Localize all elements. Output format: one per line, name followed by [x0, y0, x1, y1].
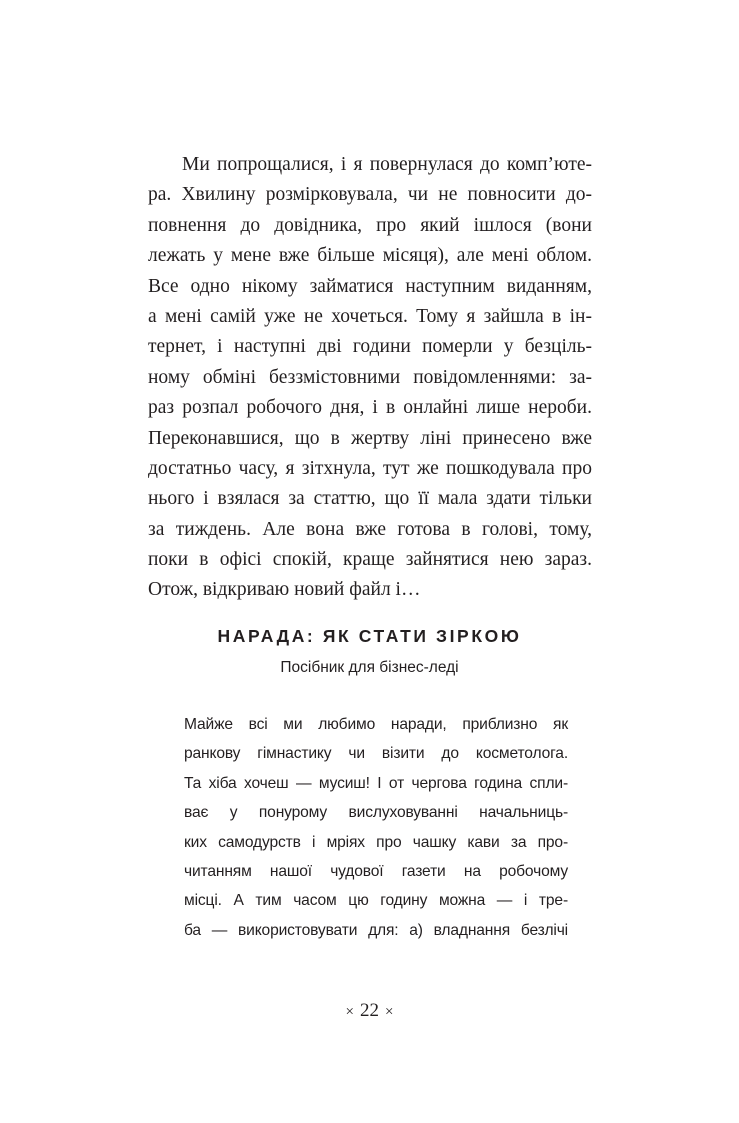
body-line: достатньо часу, я зітхнула, тут же пошкодувала про	[148, 457, 592, 479]
page-number	[0, 1000, 739, 1022]
body-line: ному обміні беззмістовними повідомленнями: за-	[148, 366, 592, 388]
body-line: Все одно нікому займатися наступним виданням,	[148, 275, 592, 297]
article-title: НАРАДА: ЯК СТАТИ ЗІРКОЮ	[217, 626, 522, 646]
article-line: ває у понурому вислуховуванні начальниць-	[184, 804, 568, 822]
article-line: Майже всі ми любимо наради, приблизно як	[184, 716, 568, 733]
article-line: ких самодурств і мріях про чашку кави за про-	[184, 833, 568, 851]
body-line: за тиждень. Але вона вже готова в голові, тому,	[148, 518, 592, 540]
ornament-right: ×	[385, 1004, 394, 1020]
article-line: місці. А тим часом цю годину можна — і тре-	[184, 892, 568, 910]
body-line: ра. Хвилину розмірковувала, чи не повносити до-	[148, 184, 592, 206]
body-line: Переконавшися, що в жертву ліні принесено вже	[148, 427, 592, 449]
body-line: нього і взялася за статтю, що її мала здати тільки	[148, 488, 592, 510]
body-line: поки в офісі спокій, краще зайнятися нею зараз.	[148, 549, 592, 571]
article-line: ба — використовувати для: а) владнання безлічі	[184, 921, 568, 939]
article-line: ранкову гімнастику чи візити до косметолога.	[184, 745, 568, 763]
ornament-left: ×	[345, 1004, 354, 1020]
article-line: Та хіба хочеш — мусиш! І от чергова година спли-	[184, 774, 568, 792]
body-line: повнення до довідника, про який ішлося (вони	[148, 214, 592, 236]
body-line: Отож, відкриваю новий файл і…	[148, 579, 421, 601]
body-line: раз розпал робочого дня, і в онлайні лише нероби.	[148, 397, 592, 419]
body-line: а мені самій уже не хочеться. Тому я зайшла в ін-	[148, 305, 592, 327]
body-paragraph	[148, 150, 592, 606]
article-line: читанням нашої чудової газети на робочому	[184, 862, 568, 880]
article-subtitle: Посібник для бізнес-леді	[280, 659, 459, 676]
body-line: Ми попрощалися, і я повернулася до комп’юте-	[182, 154, 592, 175]
page-number-value: 22	[360, 1000, 379, 1021]
article-text	[184, 710, 568, 945]
body-line: лежать у мене вже більше місяця), але мені облом.	[148, 245, 592, 267]
body-line: тернет, і наступні дві години померли у безціль-	[148, 336, 592, 358]
